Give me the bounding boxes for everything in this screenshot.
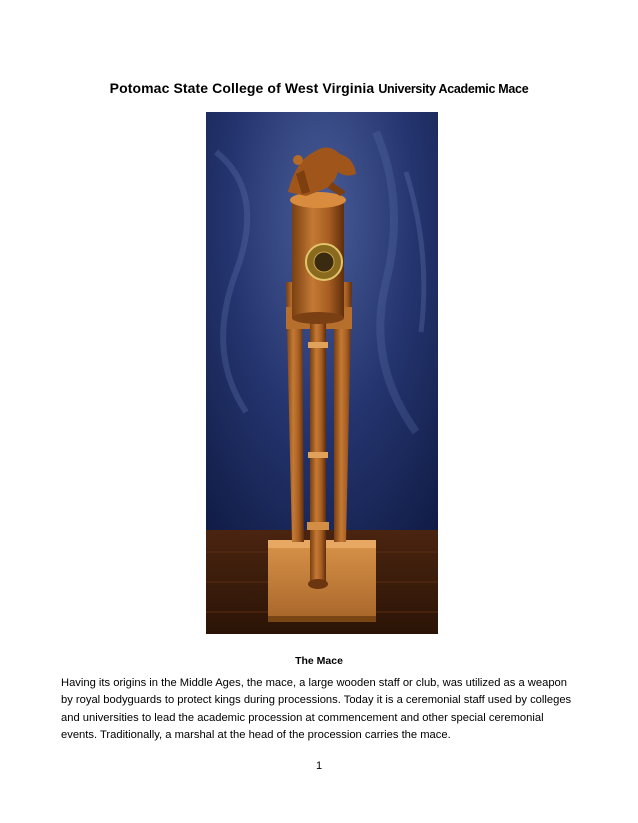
body-paragraph: Having its origins in the Middle Ages, the mace, a large wooden staff or club, was utilized as a weapon by royal bodyguards to protect kings during processions. Today it is a ceremonial staff used by colleges and universities to lead the academic procession at commencement and other special ceremonial events. Traditionally, a marshal at the head of the procession carries the mace.	[61, 677, 572, 742]
title-main: Potomac State College of West Virginia	[109, 80, 375, 96]
page-title	[0, 80, 638, 96]
title-sub: University Academic Mace	[378, 82, 529, 96]
mace-illustration	[206, 112, 438, 634]
mace-photo	[206, 112, 438, 634]
page-number: 1	[315, 760, 323, 772]
figure-caption: The Mace	[295, 655, 343, 667]
